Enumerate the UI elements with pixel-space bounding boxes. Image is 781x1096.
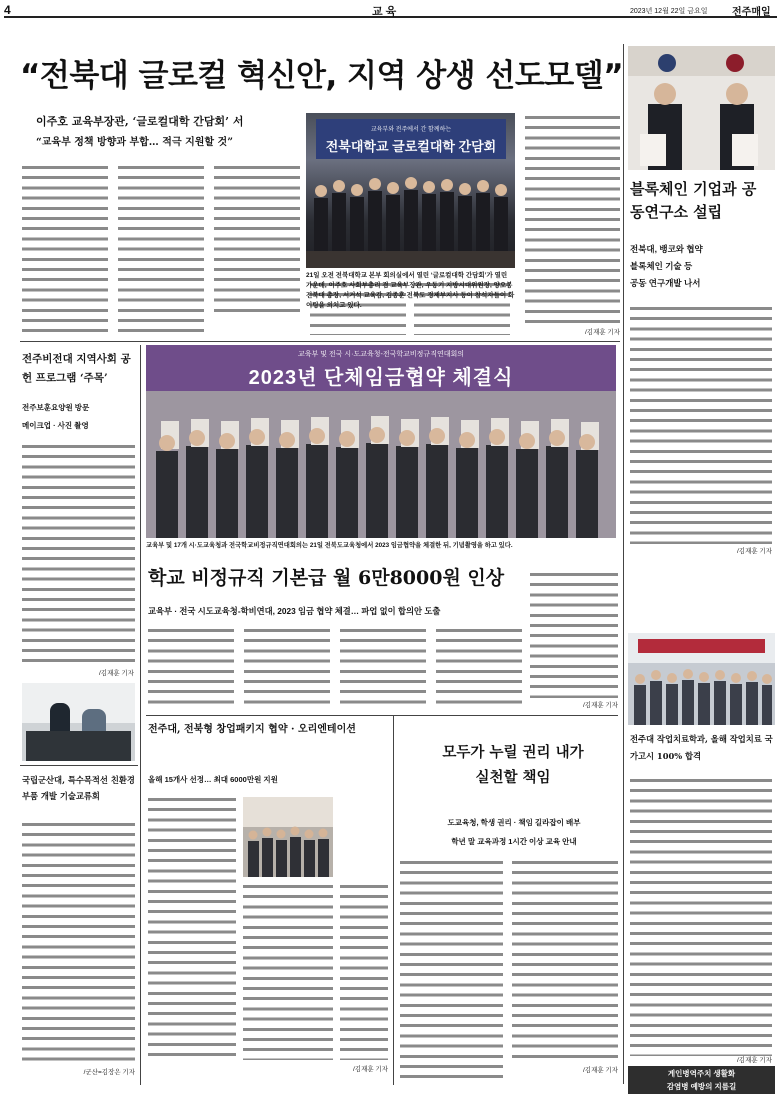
main-bottom-rule xyxy=(20,341,620,342)
right-mid-body xyxy=(630,776,772,1056)
rights-headline: 모두가 누릴 권리 내가 실천할 책임 xyxy=(442,744,584,786)
public-ad-line-2: 감염병 예방의 지름길 xyxy=(666,1082,737,1091)
masthead xyxy=(4,2,777,18)
rights-sub-2: 학년 말 교육과정 1시간 이상 교육 안내 xyxy=(451,837,577,846)
union-byline: /김재훈 기자 xyxy=(582,702,618,709)
right-mid-photo-people xyxy=(628,663,775,725)
main-subheadline-2: “교육부 정책 방향과 부합… 적극 지원할 것” xyxy=(36,137,233,148)
right-mid-banner xyxy=(638,639,765,653)
main-photo-banner: 교육부와 전주에서 간 함께하는 전북대학교 글로컬대학 간담회 xyxy=(316,119,506,159)
left-bottom-byline: /군산=김장은 기자 xyxy=(83,1069,135,1076)
union-banner: 교육부 및 전국 시·도교육청-전국학교비정규직연대회의 2023년 단체임금협약 체결식 xyxy=(146,345,616,391)
main-body-col-6 xyxy=(525,113,620,323)
seal-right-icon xyxy=(726,54,744,72)
left-mid-headline: 전주비전대 지역사회 공헌 프로그램 ‘주목’ xyxy=(22,353,131,384)
left-bottom-body xyxy=(22,820,135,1064)
right-mid-byline: /김재훈 기자 xyxy=(736,1057,772,1064)
main-headline: “전북대 글로컬 혁신안, 지역 상생 선도모델” xyxy=(20,58,624,94)
union-headline: 학교 비정규직 기본급 월 6만8000원 인상 xyxy=(148,567,505,589)
right-mid-photo xyxy=(628,633,775,725)
center-bottom-byline: /김재훈 기자 xyxy=(352,1066,388,1073)
left-mid-photo xyxy=(22,683,135,761)
center-bottom-photo-people xyxy=(243,821,333,877)
left-bottom-rule xyxy=(140,715,141,1085)
center-bottom-headline: 전주대, 전북형 창업패키지 협약 · 오리엔테이션 xyxy=(148,724,356,735)
rights-sub-1: 도교육청, 학생 권리 · 책임 길라잡이 배부 xyxy=(447,818,581,827)
main-subheadline-1: 이주호 교육부장관, ‘글로컬대학 간담회’ 서 xyxy=(36,115,244,128)
issue-date: 2023년 12월 22일 금요일 xyxy=(630,8,708,15)
right-top-body xyxy=(630,304,772,544)
public-ad-box xyxy=(628,1066,775,1094)
right-top-byline: /김재훈 기자 xyxy=(736,548,772,555)
right-top-sub-1: 전북대, 뱅코와 협약 xyxy=(630,244,703,254)
right-mid-headline: 전주대 작업치료학과, 올해 작업치료 국가고시 100% 합격 xyxy=(630,734,773,761)
right-top-photo xyxy=(628,46,775,170)
rights-body-col-2 xyxy=(512,858,618,1063)
union-photo xyxy=(146,345,616,538)
union-photo-group xyxy=(146,391,616,538)
left-bottom-top-rule xyxy=(20,765,138,766)
center-bottom-photo xyxy=(243,797,333,877)
union-body-col-3 xyxy=(340,626,426,706)
main-photo-caption: 21일 오전 전북대학교 본부 회의실에서 열린 ‘글로컬대학 간담회’가 열린 가운데, 이주호 사회부총리 겸 교육부장관, 우동기 지방시대위원장, 양오봉 전북대 총장, 서거석 교육감, 김종훈 전북도 경제부지사 등이 참석자들이 화이팅을 외치고 있다. xyxy=(306,272,515,309)
left-mid-body xyxy=(22,442,135,666)
right-top-sub-2: 블록체인 기술 등 xyxy=(630,261,693,271)
main-photo-ganghwa xyxy=(306,113,515,268)
right-top-sub-3: 공동 연구개발 나서 xyxy=(630,278,701,288)
center-bottom-col-2 xyxy=(243,882,333,1060)
union-subheadline: 교육부 · 전국 시도교육청-학비연대, 2023 임금 협약 체결… 파업 없이 합의안 도출 xyxy=(148,606,441,616)
rights-body-col-1 xyxy=(400,858,503,1078)
right-column-rule xyxy=(623,44,624,1084)
union-body-col-2 xyxy=(244,626,330,706)
main-byline: /김재훈 기자 xyxy=(584,329,620,336)
union-body-col-4 xyxy=(436,626,522,706)
main-body-col-2 xyxy=(118,163,204,333)
left-mid-sub-2: 메이크업 · 사진 촬영 xyxy=(22,421,89,430)
paper-name: 전주매일 xyxy=(732,7,771,18)
right-top-photo-people xyxy=(628,76,775,170)
main-body-col-3 xyxy=(214,163,300,313)
union-body-col-1 xyxy=(148,626,234,706)
left-column-rule xyxy=(140,345,141,765)
center-mid-bottom-rule xyxy=(146,715,618,716)
page-number: 4 xyxy=(4,3,11,17)
main-body-col-1 xyxy=(22,163,108,333)
rights-byline: /김재훈 기자 xyxy=(582,1067,618,1074)
center-bottom-col-3 xyxy=(340,882,388,1060)
left-mid-sub-1: 전주보훈요양원 방문 xyxy=(22,403,90,412)
section-title: 교 육 xyxy=(372,6,397,18)
center-bottom-col-1 xyxy=(148,795,236,1057)
right-top-headline: 블록체인 기업과 공동연구소 설립 xyxy=(630,180,757,221)
union-body-col-5 xyxy=(530,570,618,698)
public-ad-line-1: 게인병역주치 생활화 xyxy=(667,1069,736,1078)
main-photo-group xyxy=(306,163,515,268)
seal-left-icon xyxy=(658,54,676,72)
center-bottom-rule xyxy=(393,715,394,1085)
left-bottom-headline: 국립군산대, 특수목적선 친환경 부품 개발 기술교류회 xyxy=(22,775,135,801)
left-mid-byline: /김재훈 기자 xyxy=(98,670,134,677)
center-bottom-sub: 올해 15개사 선정… 최대 6000만원 지원 xyxy=(148,775,278,784)
union-photo-caption: 교육부 및 17개 시·도교육청과 전국학교비정규직연대회의는 21일 전북도교육청에서 2023 임금협약을 체결한 뒤, 기념촬영을 하고 있다. xyxy=(146,542,513,549)
